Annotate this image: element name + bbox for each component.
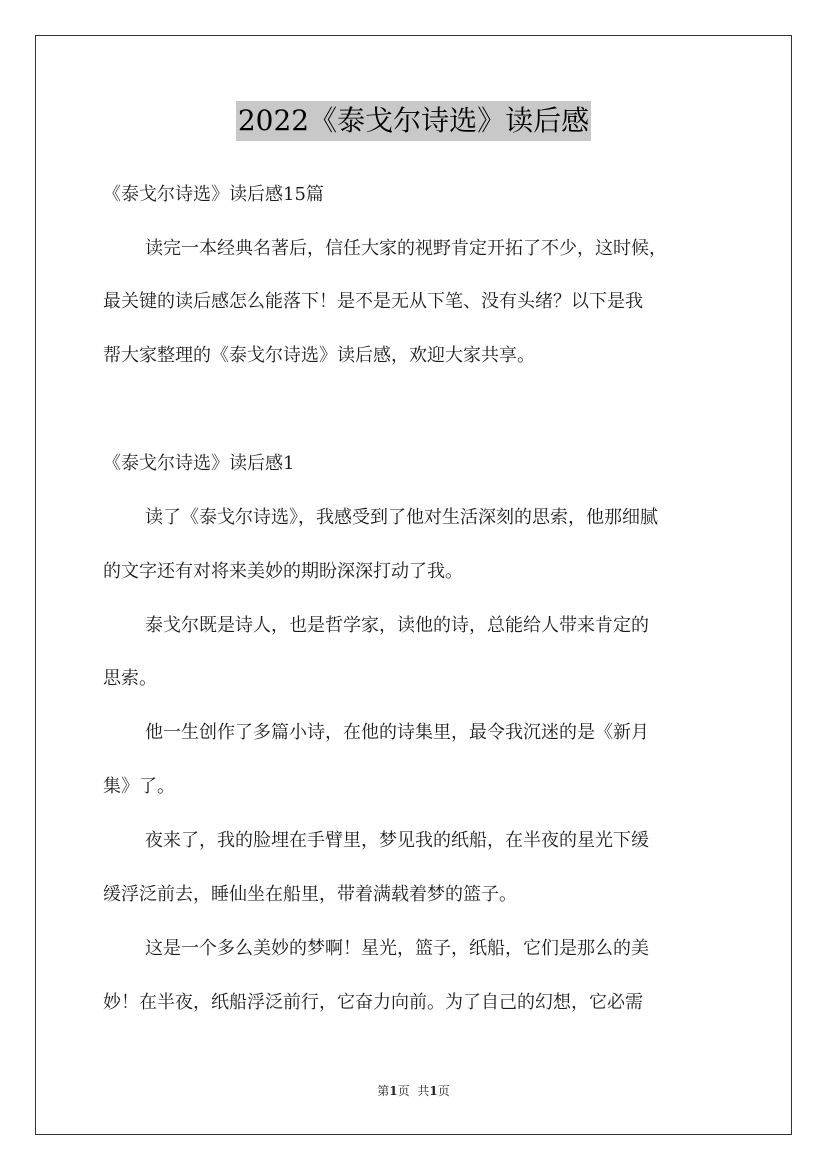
- paragraph-line: 泰戈尔既是诗人，也是哲学家，读他的诗，总能给人带来肯定的: [145, 615, 649, 636]
- paragraph-line: 这是一个多么美妙的梦啊！星光，篮子，纸船，它们是那么的美: [145, 938, 649, 959]
- paragraph-line: 帮大家整理的《泰戈尔诗选》读后感，欢迎大家共享。: [103, 345, 535, 366]
- paragraph-line: 集》了。: [103, 776, 175, 797]
- title-container: [0, 101, 827, 141]
- paragraph-line: 最关键的读后感怎么能落下！是不是无从下笔、没有头绪？以下是我: [103, 291, 643, 312]
- footer-page-suffix: 页: [397, 1084, 410, 1098]
- paragraph-line: 缓浮泛前去，睡仙坐在船里，带着满载着梦的篮子。: [103, 884, 517, 905]
- paragraph-line: 妙！在半夜，纸船浮泛前行，它奋力向前。为了自己的幻想，它必需: [103, 992, 643, 1013]
- footer-page-prefix: 第: [377, 1084, 390, 1098]
- footer-total-suffix: 页: [437, 1084, 450, 1098]
- paragraph-line: 读了《泰戈尔诗选》，我感受到了他对生活深刻的思索，他那细腻: [145, 507, 658, 528]
- paragraph-line: 夜来了，我的脸埋在手臂里，梦见我的纸船，在半夜的星光下缓: [145, 830, 649, 851]
- paragraph-line: 的文字还有对将来美妙的期盼深深打动了我。: [103, 561, 463, 582]
- paragraph-line: 他一生创作了多篇小诗，在他的诗集里，最令我沉迷的是《新月: [145, 722, 649, 743]
- footer-total-number: 1: [429, 1084, 438, 1098]
- footer-page-number: 1: [389, 1084, 398, 1098]
- page-footer: [0, 1083, 827, 1099]
- section-heading: 《泰戈尔诗选》读后感1: [103, 453, 295, 474]
- paragraph-line: 读完一本经典名著后，信任大家的视野肯定开拓了不少，这时候，: [145, 238, 667, 259]
- document-subtitle: 《泰戈尔诗选》读后感15篇: [103, 184, 324, 205]
- paragraph-line: 思索。: [103, 668, 157, 689]
- document-title: 2022《泰戈尔诗选》读后感: [236, 101, 591, 141]
- footer-total-prefix: 共: [417, 1084, 430, 1098]
